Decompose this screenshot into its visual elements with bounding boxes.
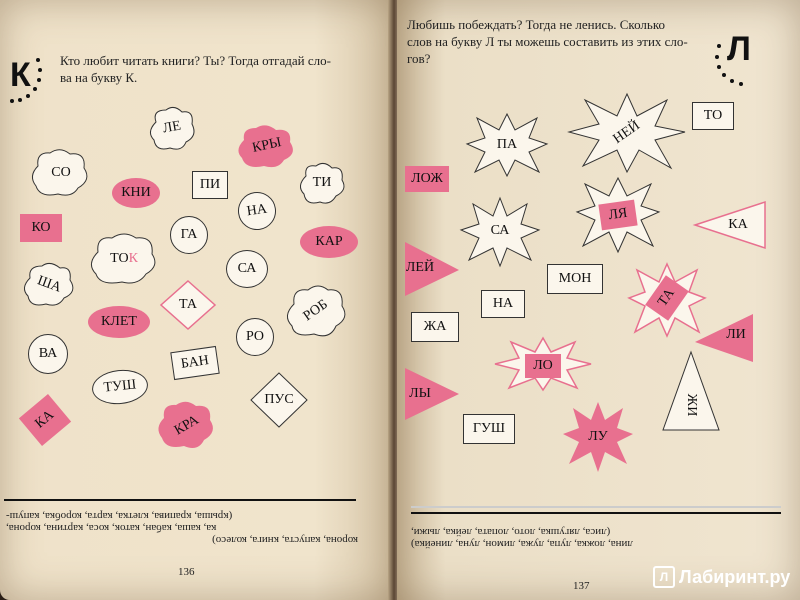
syllable-ti: ТИ bbox=[312, 175, 332, 190]
left-page bbox=[0, 0, 393, 600]
syllable-na-r: НА bbox=[481, 290, 525, 318]
syllable-ban: БАН bbox=[170, 346, 219, 380]
page-number-right: 137 bbox=[573, 580, 590, 592]
syllable-kry: КРЫ bbox=[250, 135, 283, 156]
divider-line bbox=[4, 499, 356, 501]
syllable-zhi: ЖИ bbox=[684, 393, 699, 417]
syllable-mon: МОН bbox=[547, 264, 603, 294]
syllable-lozh: ЛОЖ bbox=[405, 166, 449, 192]
syllable-lo: ЛО bbox=[525, 354, 561, 378]
dotted-arc-decoration bbox=[0, 0, 60, 110]
syllable-ta-r: ТА bbox=[645, 275, 689, 321]
syllable-na: НА bbox=[236, 190, 279, 233]
syllable-va: ВА bbox=[28, 334, 68, 374]
page-letter-k: К bbox=[10, 56, 31, 94]
syllable-pa: ПА bbox=[496, 137, 518, 152]
syllable-ko: КО bbox=[20, 214, 62, 242]
syllable-klet: КЛЕТ bbox=[101, 314, 137, 329]
syllable-sa-r: СА bbox=[490, 223, 510, 238]
syllable-tok: ТО К bbox=[110, 251, 138, 266]
divider-line bbox=[411, 506, 781, 508]
watermark: Л Лабиринт.ру bbox=[653, 566, 790, 588]
left-answers-upside-down: корона, капуста, книга, колесо) ка, каша, кабан, каток, коса, картина, корона, (крыша, крапива, клетка, карта, коробка, капуш- bbox=[6, 510, 358, 546]
syllable-ka-r: КА bbox=[728, 217, 748, 232]
syllable-ka: КА bbox=[19, 394, 71, 446]
syllable-lu: ЛУ bbox=[588, 429, 608, 444]
syllable-ga: ГА bbox=[170, 216, 208, 254]
syllable-to: ТО bbox=[692, 102, 734, 130]
syllable-ley: ЛЕЙ bbox=[405, 260, 435, 275]
syllable-lya: ЛЯ bbox=[598, 200, 637, 231]
syllable-gush: ГУШ bbox=[463, 414, 515, 444]
syllable-ro: РО bbox=[236, 318, 274, 356]
syllable-sa: СА bbox=[226, 250, 268, 288]
page-letter-l: Л bbox=[727, 30, 751, 68]
syllable-kar: КАР bbox=[315, 234, 343, 249]
right-answers-upside-down: лина, ложка, лупа, лужа, лимон, луна, линейка) (лиса, лягушка, лото, лопата, лейка, лыжи, bbox=[411, 526, 633, 550]
syllable-le: ЛЕ bbox=[161, 118, 183, 137]
right-instruction: Любишь побеждать? Тогда не ленись. Сколько слов на букву Л ты можешь составить из этих сло- гов? bbox=[407, 17, 688, 66]
syllable-li: ЛИ bbox=[726, 327, 746, 342]
syllable-so: СО bbox=[51, 165, 71, 180]
syllable-sha: ША bbox=[35, 273, 64, 296]
right-page bbox=[397, 0, 800, 600]
dotted-arc-decoration bbox=[697, 0, 797, 110]
syllable-zha: ЖА bbox=[411, 312, 459, 342]
left-instruction: Кто любит читать книги? Ты? Тогда отгадай сло- ва на букву К. bbox=[60, 53, 331, 85]
syllable-pus: ПУС bbox=[264, 392, 294, 407]
syllable-ly: ЛЫ bbox=[409, 386, 431, 401]
syllable-tush: ТУШ bbox=[90, 367, 149, 407]
syllable-kra: КРА bbox=[171, 412, 202, 439]
syllable-ney: НЕЙ bbox=[610, 118, 643, 147]
syllable-rob: РОБ bbox=[300, 296, 331, 325]
syllable-ta: ТА bbox=[179, 297, 197, 312]
divider-line bbox=[411, 512, 781, 514]
syllable-kni: КНИ bbox=[121, 185, 151, 200]
labirint-logo-icon: Л bbox=[653, 566, 675, 588]
syllable-pi: ПИ bbox=[192, 171, 228, 199]
page-number-left: 136 bbox=[178, 566, 195, 578]
